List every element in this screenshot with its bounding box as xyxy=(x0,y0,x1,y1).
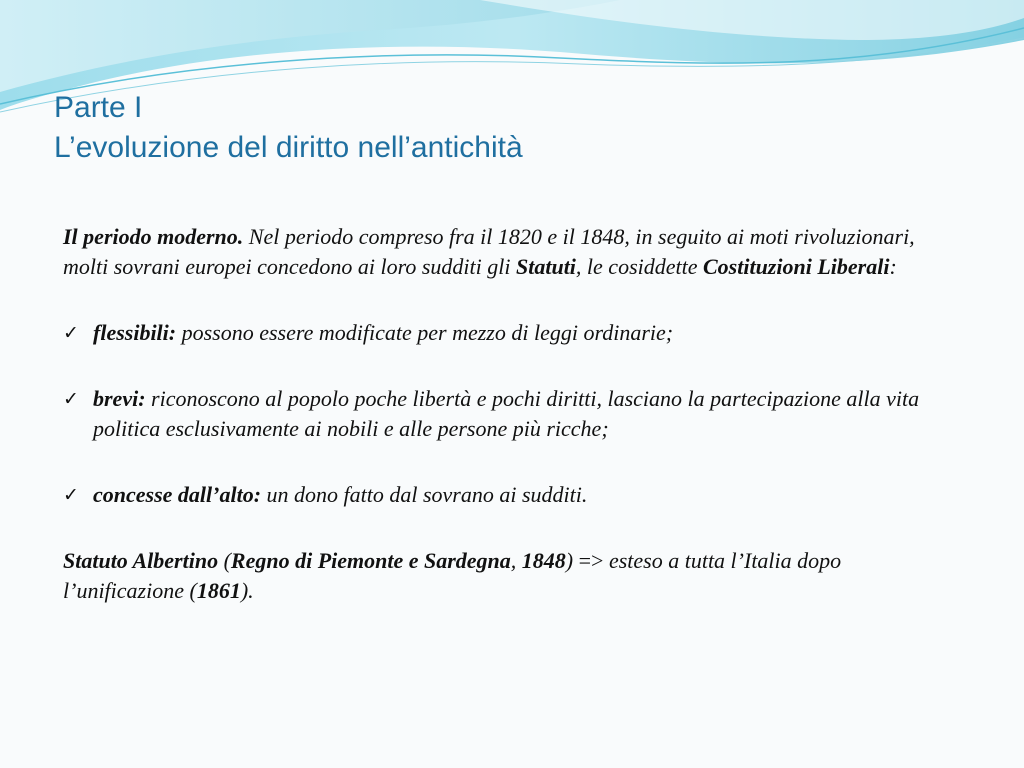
conclusion-end: ). xyxy=(240,578,254,603)
checkmark-icon: ✓ xyxy=(63,484,79,506)
paren-open: ( xyxy=(218,548,231,573)
intro-text-2: , le cosiddette xyxy=(575,254,703,279)
slide-title xyxy=(54,88,523,168)
year-1848: 1848 xyxy=(521,548,566,573)
bullet-text: riconoscono al popolo poche libertà e pochi diritti, lasciano la partecipazione alla vita politica esclusivamente ai nobili e alle persone più ricche; xyxy=(93,386,920,441)
intro-colon: : xyxy=(889,254,897,279)
title-line-2: L’evoluzione del diritto nell’antichità xyxy=(54,131,523,164)
paren-close: ) xyxy=(565,548,579,573)
bullet-concesse xyxy=(63,480,963,510)
bullet-term: brevi: xyxy=(93,386,146,411)
bullet-brevi xyxy=(63,384,963,444)
comma: , xyxy=(510,548,522,573)
bullet-text: un dono fatto dal sovrano ai sudditi. xyxy=(261,482,588,507)
checkmark-icon: ✓ xyxy=(63,388,79,410)
slide-body xyxy=(63,222,963,606)
intro-lead: Il periodo moderno. xyxy=(63,224,244,249)
year-1861: 1861 xyxy=(196,578,241,603)
bullet-term: concesse dall’alto: xyxy=(93,482,262,507)
conclusion-text: esteso a tutta l’Italia dopo l’unificazione ( xyxy=(63,548,842,603)
statuti-term: Statuti xyxy=(516,254,576,279)
bullet-text: possono essere modificate per mezzo di leggi ordinarie; xyxy=(176,320,674,345)
checkmark-icon: ✓ xyxy=(63,322,79,344)
arrow-symbol: => xyxy=(578,548,604,573)
intro-text: Nel periodo compreso fra il 1820 e il 1848, in seguito ai moti rivoluzionari, molti sovrani europei concedono ai loro sudditi gli xyxy=(63,224,915,279)
intro-paragraph xyxy=(63,222,963,282)
conclusion-paragraph xyxy=(63,546,963,606)
regno-term: Regno di Piemonte e Sardegna xyxy=(230,548,511,573)
title-line-1: Parte I xyxy=(54,91,143,124)
bullet-term: flessibili: xyxy=(93,320,177,345)
costituzioni-term: Costituzioni Liberali xyxy=(703,254,890,279)
bullet-flessibili xyxy=(63,318,963,348)
statuto-albertino: Statuto Albertino xyxy=(63,548,219,573)
